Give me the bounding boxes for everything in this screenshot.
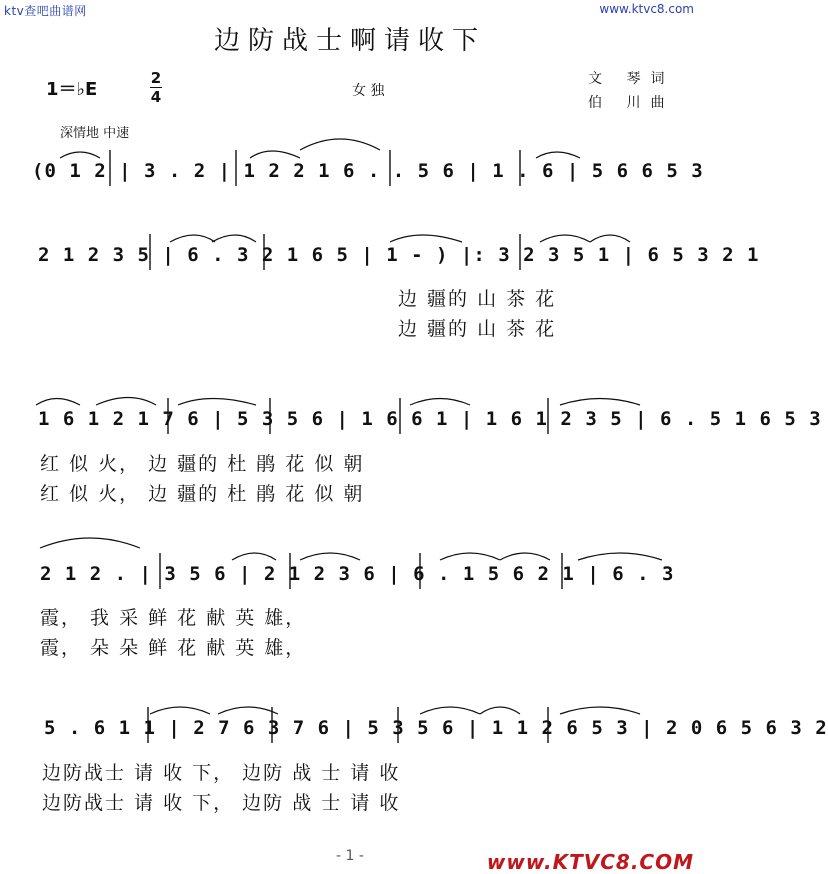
system-5-notes: 5 . 6 1 1 | 2 7 6 3 7 6 | 5 3 5 6 | 1 1 2 6 5 3 | 2 0 6 5 6 3 2 — [44, 717, 828, 739]
watermark-top-right: www.ktvc8.com — [599, 2, 694, 16]
voice-type: 女 独 — [352, 83, 385, 99]
system-4-lyric-2: 霞， 朵 朵 鲜 花 献 英 雄， — [40, 637, 307, 659]
time-signature-top: 2 — [150, 69, 162, 87]
system-1-notes: (0 1 2 | 3 . 2 | 1 2 2 1 6 . . 5 6 | 1 . 6 | 5 6 6 5 3 — [32, 160, 704, 182]
tempo-marking: 深情地 中速 — [60, 126, 130, 141]
song-title: 边防战士啊请收下 — [213, 26, 486, 56]
watermark-top-left: ktv查吧曲谱网 — [4, 4, 87, 18]
system-2-lyric-2: 边 疆的 山 茶 花 — [398, 318, 557, 340]
system-2-lyric-1: 边 疆的 山 茶 花 — [398, 288, 557, 310]
barlines — [110, 150, 562, 743]
system-5-lyric-2: 边防战士 请 收 下， 边防 战 士 请 收 — [42, 792, 401, 814]
system-3-notes: 1 6 1 2 1 7 6 | 5 3 5 6 | 1 6 6 1 | 1 6 1 2 3 5 | 6 . 5 1 6 5 3 — [38, 408, 822, 430]
slur-marks — [36, 139, 662, 714]
key-signature: 1＝♭E — [46, 79, 98, 100]
system-3-lyric-2: 红 似 火， 边 疆的 杜 鹃 花 似 朝 — [40, 483, 365, 505]
system-3-lyric-1: 红 似 火， 边 疆的 杜 鹃 花 似 朝 — [40, 453, 365, 475]
composer-credit: 伯 川曲 — [588, 95, 675, 111]
lyricist-credit: 文 琴词 — [588, 71, 675, 87]
watermark-bottom: www.KTVC8.COM — [486, 850, 694, 874]
system-5-lyric-1: 边防战士 请 收 下， 边防 战 士 请 收 — [42, 762, 401, 784]
system-4-notes: 2 1 2 . | 3 5 6 | 2 1 2 3 6 | 6 . 1 5 6 2 1 | 6 . 3 — [40, 563, 675, 585]
system-2-notes: 2 1 2 3 5 | 6 . 3 2 1 6 5 | 1 - ) |: 3 2 3 5 1 | 6 5 3 2 1 — [38, 244, 760, 266]
page-number: - 1 - — [336, 848, 364, 864]
time-signature-bottom: 4 — [150, 88, 162, 106]
system-4-lyric-1: 霞， 我 采 鲜 花 献 英 雄， — [40, 607, 307, 629]
